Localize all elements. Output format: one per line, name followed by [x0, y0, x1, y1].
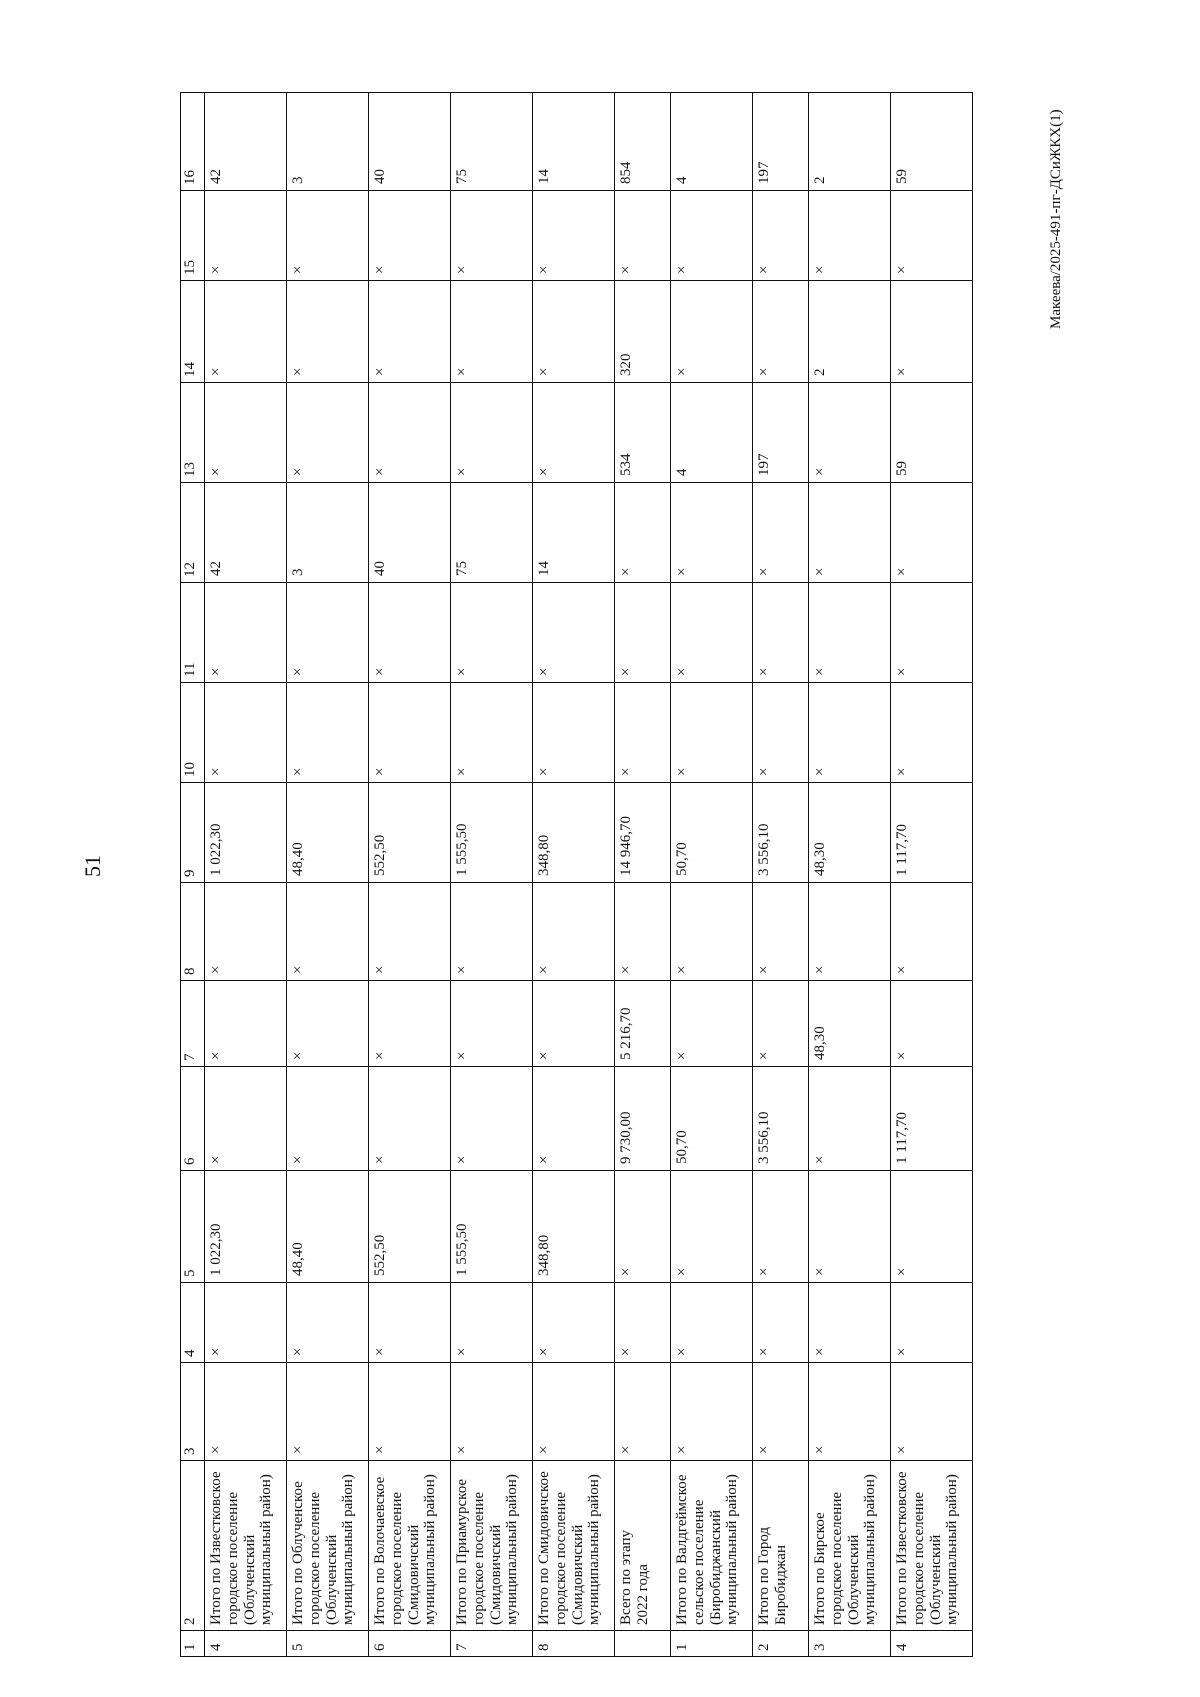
description-line: городское поселение [910, 1491, 927, 1625]
description-line: (Смидовичский [569, 1524, 586, 1625]
cell-c6: 1 117,70 [891, 1067, 973, 1171]
cell-c14: × [533, 281, 615, 383]
cell-c9: 552,50 [369, 783, 451, 883]
cell-c10: × [287, 683, 369, 783]
row-description [891, 1461, 973, 1631]
cell-c14: × [205, 281, 287, 383]
cell-c5: × [753, 1171, 809, 1283]
cell-c15: × [891, 191, 973, 281]
cell-c15: × [369, 191, 451, 281]
cell-c15: × [615, 191, 671, 281]
cell-c9: 1 022,30 [205, 783, 287, 883]
cell-c7: 5 216,70 [615, 981, 671, 1067]
cell-c3: × [615, 1363, 671, 1461]
cell-c8: × [369, 883, 451, 981]
cell-c3: × [809, 1363, 891, 1461]
description-line: 2022 года [634, 1564, 651, 1625]
cell-c10: × [533, 683, 615, 783]
cell-c13: × [451, 383, 533, 483]
description-line: сельское поселение [690, 1499, 707, 1625]
cell-c4: × [753, 1283, 809, 1363]
description-line: городское поселение [224, 1491, 241, 1625]
cell-c10: × [809, 683, 891, 783]
cell-c16: 75 [451, 93, 533, 191]
row-description [753, 1461, 809, 1631]
cell-c3: × [369, 1363, 451, 1461]
row-number [615, 1631, 671, 1657]
row-number: 5 [287, 1631, 369, 1657]
column-number: 8 [181, 883, 205, 981]
cell-c9: 48,40 [287, 783, 369, 883]
description-line: Итого по Приамурское [454, 1478, 470, 1625]
column-number: 16 [181, 93, 205, 191]
cell-c14: × [891, 281, 973, 383]
cell-c8: × [205, 883, 287, 981]
description-line: муниципальный район) [258, 1474, 275, 1625]
cell-c5: 1 022,30 [205, 1171, 287, 1283]
row-number: 7 [451, 1631, 533, 1657]
cell-c15: × [205, 191, 287, 281]
description-line: муниципальный район) [724, 1474, 741, 1625]
cell-c11: × [671, 583, 753, 683]
description-line: (Облученский [845, 1534, 862, 1625]
row-number: 3 [809, 1631, 891, 1657]
cell-c11: × [205, 583, 287, 683]
cell-c12: × [671, 483, 753, 583]
cell-c5: 348,80 [533, 1171, 615, 1283]
table-row [891, 93, 973, 1657]
cell-c14: 2 [809, 281, 891, 383]
description-line: Итого по Облученское [290, 1481, 306, 1625]
cell-c7: × [451, 981, 533, 1067]
cell-c3: × [671, 1363, 753, 1461]
column-number: 12 [181, 483, 205, 583]
row-number: 4 [891, 1631, 973, 1657]
description-line: муниципальный район) [586, 1474, 603, 1625]
row-description [205, 1461, 287, 1631]
description-line: городское поселение [306, 1491, 323, 1625]
cell-c7: × [891, 981, 973, 1067]
row-description [809, 1461, 891, 1631]
column-number-row [181, 93, 205, 1657]
cell-c3: × [753, 1363, 809, 1461]
description-line: городское поселение [552, 1491, 569, 1625]
cell-c6: × [205, 1067, 287, 1171]
row-description [451, 1461, 533, 1631]
cell-c12: 14 [533, 483, 615, 583]
cell-c16: 2 [809, 93, 891, 191]
description-line: Итого по Известковское [208, 1471, 224, 1625]
column-number: 14 [181, 281, 205, 383]
row-description [671, 1461, 753, 1631]
cell-c9: 348,80 [533, 783, 615, 883]
column-number: 9 [181, 783, 205, 883]
cell-c5: × [891, 1171, 973, 1283]
cell-c5: 552,50 [369, 1171, 451, 1283]
cell-c3: × [205, 1363, 287, 1461]
description-line: городское поселение [828, 1491, 845, 1625]
description-line: Биробиджан [772, 1545, 789, 1625]
description-line: Итого по Бирское [812, 1512, 828, 1625]
cell-c10: × [205, 683, 287, 783]
cell-c8: × [671, 883, 753, 981]
row-description [615, 1461, 671, 1631]
cell-c9: 14 946,70 [615, 783, 671, 883]
description-line: Итого по Волочаевское [372, 1476, 388, 1625]
description-line: (Облученский [241, 1534, 258, 1625]
table-row [451, 93, 533, 1657]
cell-c15: × [809, 191, 891, 281]
row-description [287, 1461, 369, 1631]
description-line: Итого по Город [756, 1526, 772, 1625]
row-number: 2 [753, 1631, 809, 1657]
cell-c10: × [451, 683, 533, 783]
cell-c11: × [809, 583, 891, 683]
table-row [753, 93, 809, 1657]
cell-c15: × [533, 191, 615, 281]
description-line: городское поселение [470, 1491, 487, 1625]
cell-c4: × [891, 1283, 973, 1363]
cell-c6: 9 730,00 [615, 1067, 671, 1171]
cell-c9: 50,70 [671, 783, 753, 883]
cell-c15: × [287, 191, 369, 281]
cell-c11: × [753, 583, 809, 683]
cell-c13: × [533, 383, 615, 483]
cell-c5: 48,40 [287, 1171, 369, 1283]
cell-c13: 4 [671, 383, 753, 483]
cell-c3: × [287, 1363, 369, 1461]
cell-c7: × [287, 981, 369, 1067]
cell-c16: 854 [615, 93, 671, 191]
cell-c15: × [451, 191, 533, 281]
column-number: 2 [181, 1461, 205, 1631]
cell-c14: × [671, 281, 753, 383]
cell-c16: 197 [753, 93, 809, 191]
column-number: 4 [181, 1283, 205, 1363]
cell-c7: 48,30 [809, 981, 891, 1067]
cell-c4: × [671, 1283, 753, 1363]
column-number: 7 [181, 981, 205, 1067]
row-number: 4 [205, 1631, 287, 1657]
cell-c13: 534 [615, 383, 671, 483]
row-description [533, 1461, 615, 1631]
column-number: 6 [181, 1067, 205, 1171]
cell-c12: × [615, 483, 671, 583]
cell-c6: × [451, 1067, 533, 1171]
cell-c4: × [809, 1283, 891, 1363]
cell-c5: × [671, 1171, 753, 1283]
cell-c12: 40 [369, 483, 451, 583]
cell-c14: × [753, 281, 809, 383]
cell-c7: × [671, 981, 753, 1067]
cell-c13: × [205, 383, 287, 483]
row-description [369, 1461, 451, 1631]
description-line: муниципальный район) [504, 1474, 521, 1625]
column-number: 5 [181, 1171, 205, 1283]
description-line: Итого по Смидовичское [536, 1471, 552, 1625]
cell-c12: 42 [205, 483, 287, 583]
cell-c15: × [671, 191, 753, 281]
cell-c4: × [533, 1283, 615, 1363]
table-row [369, 93, 451, 1657]
column-number: 11 [181, 583, 205, 683]
column-number: 3 [181, 1363, 205, 1461]
cell-c7: × [533, 981, 615, 1067]
cell-c11: × [369, 583, 451, 683]
cell-c11: × [615, 583, 671, 683]
cell-c8: × [451, 883, 533, 981]
cell-c4: × [287, 1283, 369, 1363]
cell-c11: × [287, 583, 369, 683]
cell-c6: 3 556,10 [753, 1067, 809, 1171]
row-number: 8 [533, 1631, 615, 1657]
cell-c4: × [205, 1283, 287, 1363]
description-line: (Смидовичский [405, 1524, 422, 1625]
description-line: Итого по Известковское [894, 1471, 910, 1625]
table-row [615, 93, 671, 1657]
row-number: 6 [369, 1631, 451, 1657]
cell-c3: × [891, 1363, 973, 1461]
column-number: 10 [181, 683, 205, 783]
description-line: муниципальный район) [944, 1474, 961, 1625]
cell-c12: × [753, 483, 809, 583]
column-number: 15 [181, 191, 205, 281]
cell-c11: × [451, 583, 533, 683]
description-line: (Биробиджанский [707, 1510, 724, 1625]
row-number: 1 [671, 1631, 753, 1657]
description-line: (Облученский [927, 1534, 944, 1625]
cell-c4: × [451, 1283, 533, 1363]
cell-c11: × [533, 583, 615, 683]
data-table [180, 92, 973, 1657]
cell-c5: × [809, 1171, 891, 1283]
document-code: Макеева/2025-491-пг-ДСиЖКХ(1) [1048, 109, 1064, 329]
cell-c8: × [809, 883, 891, 981]
description-line: Итого по Валдгеймское [674, 1474, 690, 1625]
cell-c5: × [615, 1171, 671, 1283]
cell-c13: 197 [753, 383, 809, 483]
cell-c14: × [287, 281, 369, 383]
description-line: (Облученский [323, 1534, 340, 1625]
cell-c7: × [753, 981, 809, 1067]
cell-c10: × [369, 683, 451, 783]
description-line: муниципальный район) [422, 1474, 439, 1625]
table-row [809, 93, 891, 1657]
cell-c8: × [753, 883, 809, 981]
cell-c4: × [615, 1283, 671, 1363]
cell-c10: × [753, 683, 809, 783]
cell-c6: × [533, 1067, 615, 1171]
cell-c8: × [287, 883, 369, 981]
cell-c12: × [809, 483, 891, 583]
cell-c8: × [891, 883, 973, 981]
cell-c14: × [369, 281, 451, 383]
description-line: муниципальный район) [340, 1474, 357, 1625]
description-line: городское поселение [388, 1491, 405, 1625]
description-line: муниципальный район) [862, 1474, 879, 1625]
cell-c9: 1 555,50 [451, 783, 533, 883]
table-row [287, 93, 369, 1657]
cell-c16: 3 [287, 93, 369, 191]
table-row [205, 93, 287, 1657]
cell-c4: × [369, 1283, 451, 1363]
cell-c3: × [533, 1363, 615, 1461]
cell-c6: × [287, 1067, 369, 1171]
cell-c6: × [809, 1067, 891, 1171]
cell-c7: × [205, 981, 287, 1067]
cell-c7: × [369, 981, 451, 1067]
cell-c16: 40 [369, 93, 451, 191]
cell-c12: 3 [287, 483, 369, 583]
cell-c9: 48,30 [809, 783, 891, 883]
cell-c11: × [891, 583, 973, 683]
cell-c16: 4 [671, 93, 753, 191]
cell-c10: × [891, 683, 973, 783]
cell-c3: × [451, 1363, 533, 1461]
cell-c15: × [753, 191, 809, 281]
cell-c12: 75 [451, 483, 533, 583]
cell-c13: × [809, 383, 891, 483]
cell-c10: × [671, 683, 753, 783]
cell-c9: 1 117,70 [891, 783, 973, 883]
description-line: (Смидовичский [487, 1524, 504, 1625]
cell-c16: 42 [205, 93, 287, 191]
page-number: 51 [80, 855, 105, 877]
description-line: Всего по этапу [618, 1530, 634, 1625]
cell-c13: 59 [891, 383, 973, 483]
column-number: 13 [181, 383, 205, 483]
cell-c14: × [451, 281, 533, 383]
cell-c10: × [615, 683, 671, 783]
cell-c8: × [533, 883, 615, 981]
cell-c16: 14 [533, 93, 615, 191]
cell-c13: × [287, 383, 369, 483]
cell-c12: × [891, 483, 973, 583]
table-row [671, 93, 753, 1657]
cell-c5: 1 555,50 [451, 1171, 533, 1283]
cell-c6: × [369, 1067, 451, 1171]
column-number: 1 [181, 1631, 205, 1657]
cell-c9: 3 556,10 [753, 783, 809, 883]
cell-c8: × [615, 883, 671, 981]
cell-c16: 59 [891, 93, 973, 191]
table-row [533, 93, 615, 1657]
cell-c6: 50,70 [671, 1067, 753, 1171]
cell-c14: 320 [615, 281, 671, 383]
cell-c13: × [369, 383, 451, 483]
